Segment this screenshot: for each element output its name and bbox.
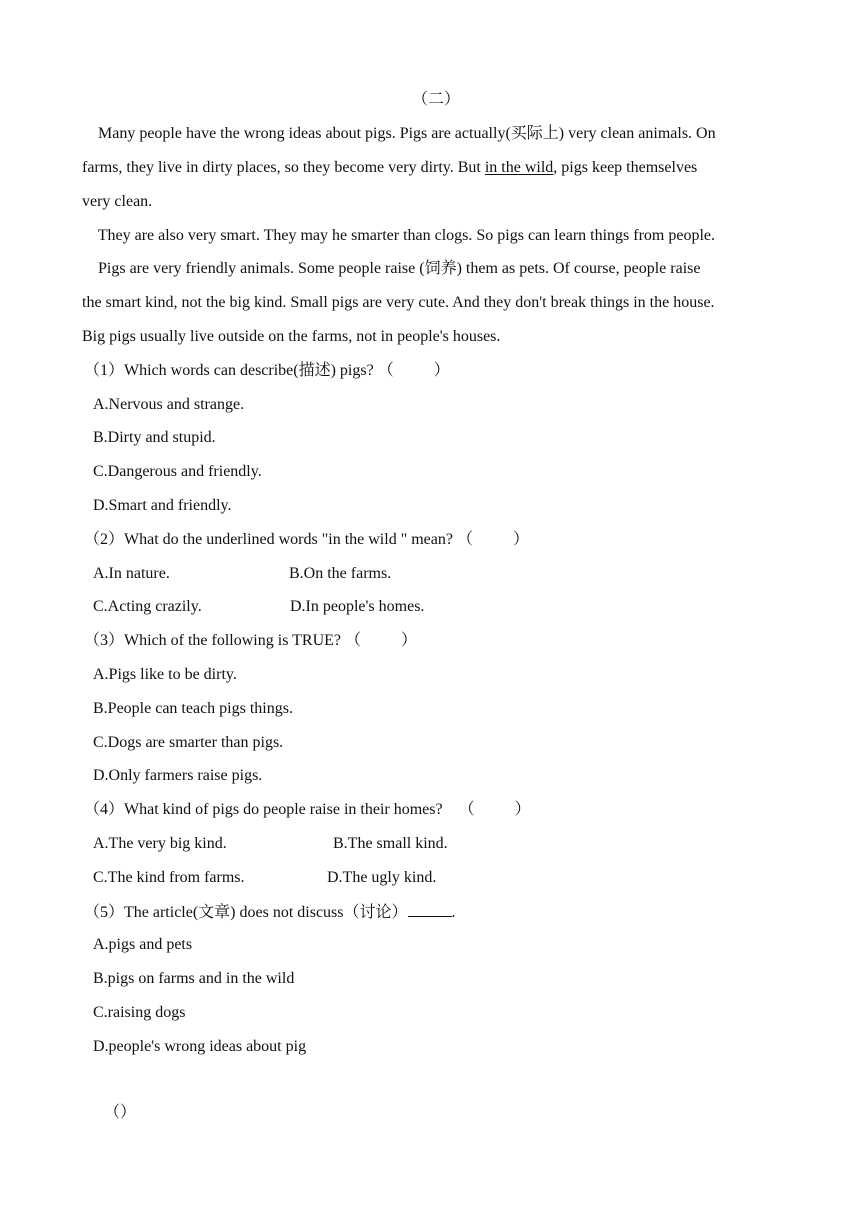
question-5-stem-text: （5）The article(文章) does not discuss（讨论） <box>84 904 408 921</box>
footer-mark: （） <box>104 1104 137 1121</box>
question-5-stem-end: . <box>451 904 456 921</box>
question-4-option-a: A.The very big kind. <box>93 835 227 852</box>
question-4-option-c: C.The kind from farms. <box>93 869 245 886</box>
question-5-stem <box>84 902 456 923</box>
question-2-option-b: B.On the farms. <box>289 565 392 582</box>
question-1-option-c: C.Dangerous and friendly. <box>93 463 262 480</box>
question-3-option-b: B.People can teach pigs things. <box>93 700 293 717</box>
question-1-stem: （1）Which words can describe(描述) pigs? （ ） <box>84 362 450 379</box>
question-1-option-b: B.Dirty and stupid. <box>93 429 216 446</box>
question-5-option-a: A.pigs and pets <box>93 936 193 953</box>
question-3-option-c: C.Dogs are smarter than pigs. <box>93 734 284 751</box>
passage-p1-line3: very clean. <box>82 193 153 210</box>
question-5-option-c: C.raising dogs <box>93 1004 186 1021</box>
question-1-option-a: A.Nervous and strange. <box>93 396 245 413</box>
question-3-stem: （3）Which of the following is TRUE? （ ） <box>84 632 418 649</box>
question-4-option-b: B.The small kind. <box>333 835 448 852</box>
question-1-option-d: D.Smart and friendly. <box>93 497 232 514</box>
question-5-option-b: B.pigs on farms and in the wild <box>93 970 295 987</box>
question-4-stem: （4）What kind of pigs do people raise in their homes? （ ） <box>84 801 531 818</box>
question-2-stem: （2）What do the underlined words "in the wild " mean? （ ） <box>84 531 529 548</box>
question-2-option-d: D.In people's homes. <box>290 598 425 615</box>
question-5-option-d: D.people's wrong ideas about pig <box>93 1038 307 1055</box>
answer-blank <box>408 902 452 917</box>
passage-p3-line3: Big pigs usually live outside on the farms, not in people's houses. <box>82 328 501 345</box>
section-title: （二） <box>412 91 461 108</box>
question-2-option-a: A.In nature. <box>93 565 170 582</box>
question-3-option-d: D.Only farmers raise pigs. <box>93 767 263 784</box>
passage-text: , pigs keep themselves <box>553 159 698 176</box>
underlined-phrase: in the wild <box>484 159 554 176</box>
passage-p1-line1: Many people have the wrong ideas about pigs. Pigs are actually(买际上) very clean animals. On <box>82 125 716 142</box>
passage-text: farms, they live in dirty places, so they become very dirty. But <box>82 159 485 176</box>
question-2-option-c: C.Acting crazily. <box>93 598 202 615</box>
passage-p3-line1: Pigs are very friendly animals. Some people raise (饲养) them as pets. Of course, people raise <box>82 260 701 277</box>
passage-p2-line1: They are also very smart. They may he smarter than clogs. So pigs can learn things from people. <box>82 227 716 244</box>
passage-p3-line2: the smart kind, not the big kind. Small pigs are very cute. And they don't break things in the house. <box>82 294 715 311</box>
question-3-option-a: A.Pigs like to be dirty. <box>93 666 237 683</box>
passage-p1-line2 <box>82 158 697 178</box>
question-4-option-d: D.The ugly kind. <box>327 869 437 886</box>
